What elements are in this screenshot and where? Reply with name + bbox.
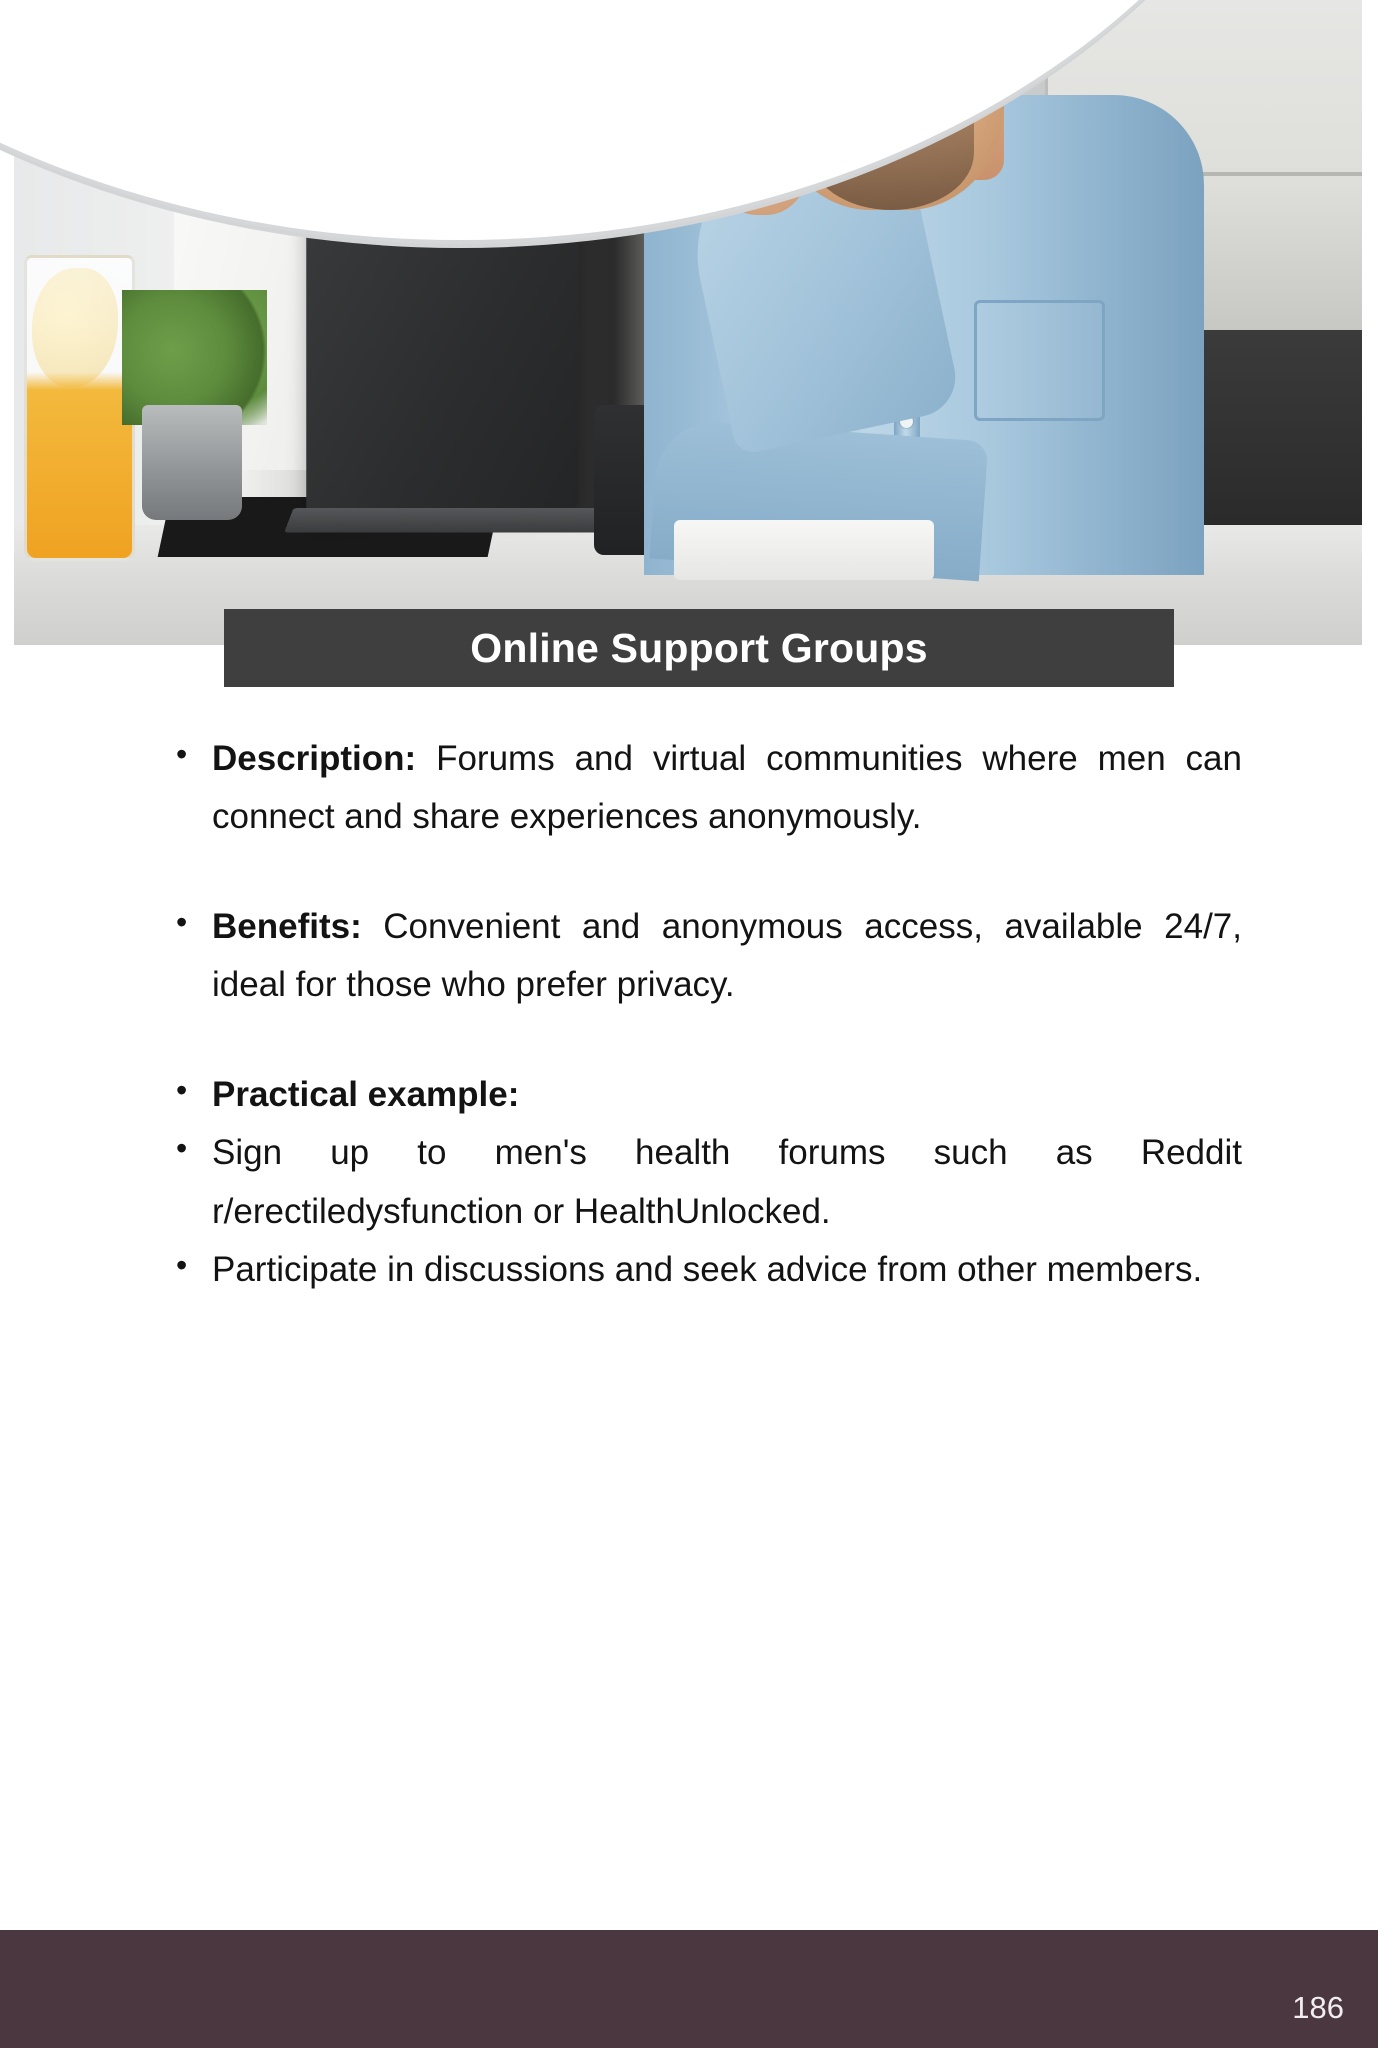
page-number: 186 bbox=[1292, 1990, 1344, 2025]
photo-shirt-pocket-right bbox=[974, 300, 1105, 421]
list-item bbox=[170, 1241, 1242, 1299]
bullet-label: Description: bbox=[212, 739, 417, 778]
bullet-label: Practical example: bbox=[212, 1075, 520, 1115]
bullet-text: Sign up to men's health forums such as Reddit r/erectiledysfunction or HealthUnlocked. bbox=[212, 1133, 1242, 1231]
list-item bbox=[170, 898, 1242, 1014]
photo-plant-pot bbox=[142, 405, 242, 520]
photo-paper-sheet bbox=[674, 520, 934, 580]
list-item bbox=[170, 730, 1242, 846]
hero-right-margin bbox=[1362, 0, 1378, 645]
bullet-text: Forums and virtual communities where men can connect and share experiences anonymously. bbox=[212, 739, 1242, 837]
hero-image-area bbox=[0, 0, 1378, 650]
photo-juice-jug bbox=[24, 255, 135, 561]
bullet-text: Participate in discussions and seek advice from other members. bbox=[212, 1249, 1203, 1289]
list-item bbox=[170, 1066, 1242, 1124]
slide-title-bar bbox=[224, 609, 1174, 687]
page-title: Online Support Groups bbox=[470, 624, 928, 671]
list-item bbox=[170, 1124, 1242, 1240]
bullet-text: Convenient and anonymous access, available 24/7, ideal for those who prefer privacy. bbox=[212, 907, 1242, 1005]
footer-bar bbox=[0, 1930, 1378, 2048]
slide-body bbox=[0, 730, 1378, 1299]
bullet-label: Benefits: bbox=[212, 907, 362, 947]
bullet-list bbox=[60, 730, 1318, 1299]
